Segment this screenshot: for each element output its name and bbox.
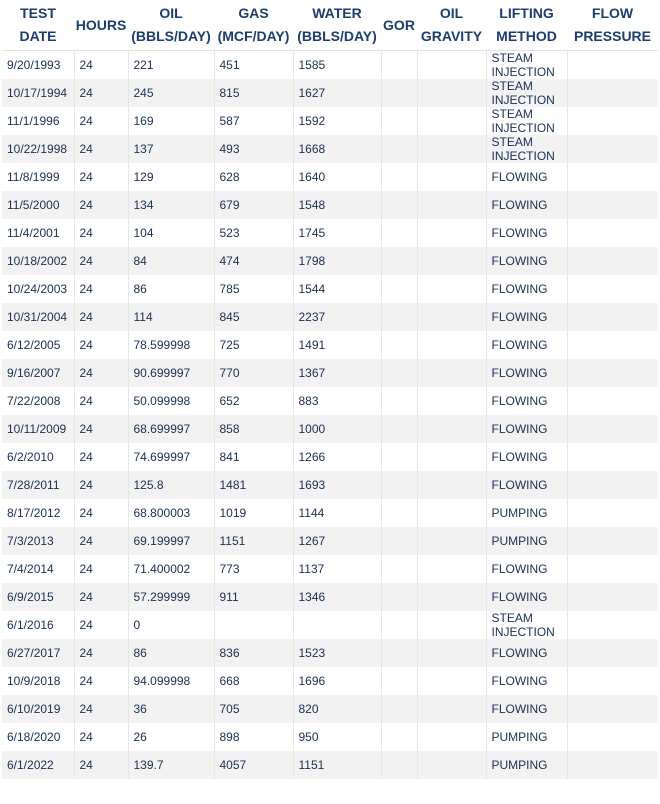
- cell-date: 10/22/1998: [2, 135, 74, 163]
- cell-method: FLOWING: [486, 275, 567, 303]
- cell-oil: 94.099998: [128, 667, 214, 695]
- cell-pressure: [567, 555, 658, 583]
- cell-date: 10/24/2003: [2, 275, 74, 303]
- cell-gravity: [417, 163, 486, 191]
- cell-hours: 24: [74, 387, 128, 415]
- cell-method: PUMPING: [486, 499, 567, 527]
- cell-date: 10/18/2002: [2, 247, 74, 275]
- cell-pressure: [567, 527, 658, 555]
- cell-gravity: [417, 331, 486, 359]
- cell-gas: 836: [214, 639, 293, 667]
- cell-pressure: [567, 359, 658, 387]
- cell-hours: 24: [74, 135, 128, 163]
- cell-gor: [381, 79, 417, 107]
- cell-hours: 24: [74, 499, 128, 527]
- cell-hours: 24: [74, 639, 128, 667]
- table-row: [2, 163, 658, 191]
- cell-water: 1144: [293, 499, 381, 527]
- table-row: [2, 471, 658, 499]
- cell-pressure: [567, 191, 658, 219]
- cell-method: FLOWING: [486, 583, 567, 611]
- cell-pressure: [567, 611, 658, 639]
- cell-method: STEAM INJECTION: [486, 135, 567, 163]
- cell-date: 10/9/2018: [2, 667, 74, 695]
- cell-pressure: [567, 79, 658, 107]
- cell-hours: 24: [74, 611, 128, 639]
- cell-method: FLOWING: [486, 667, 567, 695]
- cell-gor: [381, 499, 417, 527]
- cell-pressure: [567, 499, 658, 527]
- cell-oil: 134: [128, 191, 214, 219]
- cell-water: 1668: [293, 135, 381, 163]
- cell-pressure: [567, 415, 658, 443]
- cell-oil: 69.199997: [128, 527, 214, 555]
- cell-water: 1346: [293, 583, 381, 611]
- cell-oil: 26: [128, 723, 214, 751]
- cell-hours: 24: [74, 331, 128, 359]
- cell-hours: 24: [74, 163, 128, 191]
- cell-water: 1491: [293, 331, 381, 359]
- cell-gas: 858: [214, 415, 293, 443]
- cell-oil: 125.8: [128, 471, 214, 499]
- cell-gas: 652: [214, 387, 293, 415]
- cell-gas: 1019: [214, 499, 293, 527]
- table-body: [2, 51, 658, 780]
- cell-gor: [381, 275, 417, 303]
- cell-oil: 169: [128, 107, 214, 135]
- cell-water: 883: [293, 387, 381, 415]
- cell-gas: 841: [214, 443, 293, 471]
- table-row: [2, 415, 658, 443]
- cell-water: 1544: [293, 275, 381, 303]
- cell-water: 1151: [293, 751, 381, 779]
- cell-method: FLOWING: [486, 219, 567, 247]
- cell-gor: [381, 387, 417, 415]
- cell-method: FLOWING: [486, 191, 567, 219]
- cell-oil: 137: [128, 135, 214, 163]
- table-row: [2, 611, 658, 639]
- header-oil: OIL (BBLS/DAY): [128, 0, 214, 51]
- cell-gravity: [417, 751, 486, 779]
- cell-water: 950: [293, 723, 381, 751]
- cell-method: FLOWING: [486, 443, 567, 471]
- cell-gor: [381, 443, 417, 471]
- cell-hours: 24: [74, 751, 128, 779]
- cell-oil: 57.299999: [128, 583, 214, 611]
- cell-date: 11/8/1999: [2, 163, 74, 191]
- cell-method: PUMPING: [486, 527, 567, 555]
- cell-water: 820: [293, 695, 381, 723]
- cell-gor: [381, 639, 417, 667]
- cell-pressure: [567, 471, 658, 499]
- cell-gravity: [417, 51, 486, 80]
- header-hours: HOURS: [74, 0, 128, 51]
- cell-hours: 24: [74, 527, 128, 555]
- cell-gravity: [417, 135, 486, 163]
- table-row: [2, 555, 658, 583]
- cell-date: 6/12/2005: [2, 331, 74, 359]
- header-gor: GOR: [381, 0, 417, 51]
- cell-hours: 24: [74, 695, 128, 723]
- cell-gas: 1151: [214, 527, 293, 555]
- cell-water: [293, 611, 381, 639]
- cell-water: 1548: [293, 191, 381, 219]
- cell-pressure: [567, 275, 658, 303]
- cell-hours: 24: [74, 191, 128, 219]
- cell-gravity: [417, 499, 486, 527]
- cell-gravity: [417, 695, 486, 723]
- cell-method: STEAM INJECTION: [486, 51, 567, 80]
- cell-method: PUMPING: [486, 751, 567, 779]
- cell-water: 1745: [293, 219, 381, 247]
- cell-gas: [214, 611, 293, 639]
- cell-pressure: [567, 695, 658, 723]
- cell-gravity: [417, 471, 486, 499]
- cell-oil: 74.699997: [128, 443, 214, 471]
- cell-gravity: [417, 639, 486, 667]
- cell-gor: [381, 527, 417, 555]
- cell-hours: 24: [74, 51, 128, 80]
- cell-gor: [381, 359, 417, 387]
- cell-gas: 845: [214, 303, 293, 331]
- table-row: [2, 723, 658, 751]
- cell-date: 11/1/1996: [2, 107, 74, 135]
- cell-gravity: [417, 219, 486, 247]
- table-row: [2, 639, 658, 667]
- cell-hours: 24: [74, 443, 128, 471]
- cell-gravity: [417, 275, 486, 303]
- cell-pressure: [567, 331, 658, 359]
- table-row: [2, 387, 658, 415]
- cell-gravity: [417, 303, 486, 331]
- cell-water: 1696: [293, 667, 381, 695]
- cell-hours: 24: [74, 667, 128, 695]
- cell-oil: 68.699997: [128, 415, 214, 443]
- table-row: [2, 191, 658, 219]
- cell-gor: [381, 135, 417, 163]
- cell-pressure: [567, 751, 658, 779]
- cell-gravity: [417, 443, 486, 471]
- cell-method: PUMPING: [486, 723, 567, 751]
- cell-gas: 705: [214, 695, 293, 723]
- cell-pressure: [567, 443, 658, 471]
- cell-oil: 221: [128, 51, 214, 80]
- cell-gas: 725: [214, 331, 293, 359]
- cell-method: FLOWING: [486, 415, 567, 443]
- cell-pressure: [567, 583, 658, 611]
- cell-method: FLOWING: [486, 639, 567, 667]
- cell-method: STEAM INJECTION: [486, 107, 567, 135]
- table-row: [2, 79, 658, 107]
- cell-water: 2237: [293, 303, 381, 331]
- cell-gas: 898: [214, 723, 293, 751]
- cell-gas: 679: [214, 191, 293, 219]
- cell-gas: 668: [214, 667, 293, 695]
- header-gas: GAS (MCF/DAY): [214, 0, 293, 51]
- cell-date: 9/20/1993: [2, 51, 74, 80]
- table-row: [2, 331, 658, 359]
- cell-gravity: [417, 79, 486, 107]
- cell-gas: 815: [214, 79, 293, 107]
- table-row: [2, 695, 658, 723]
- table-row: [2, 219, 658, 247]
- cell-gas: 628: [214, 163, 293, 191]
- cell-method: FLOWING: [486, 163, 567, 191]
- cell-gas: 493: [214, 135, 293, 163]
- cell-pressure: [567, 387, 658, 415]
- cell-gas: 911: [214, 583, 293, 611]
- cell-water: 1627: [293, 79, 381, 107]
- cell-hours: 24: [74, 583, 128, 611]
- cell-water: 1266: [293, 443, 381, 471]
- header-water: WATER (BBLS/DAY): [293, 0, 381, 51]
- table-row: [2, 51, 658, 80]
- cell-method: FLOWING: [486, 359, 567, 387]
- table-row: [2, 583, 658, 611]
- cell-date: 7/22/2008: [2, 387, 74, 415]
- cell-gor: [381, 51, 417, 80]
- cell-oil: 114: [128, 303, 214, 331]
- cell-date: 6/27/2017: [2, 639, 74, 667]
- cell-water: 1267: [293, 527, 381, 555]
- cell-pressure: [567, 303, 658, 331]
- cell-gravity: [417, 247, 486, 275]
- cell-pressure: [567, 247, 658, 275]
- table-row: [2, 107, 658, 135]
- cell-gravity: [417, 583, 486, 611]
- cell-hours: 24: [74, 107, 128, 135]
- table-row: [2, 499, 658, 527]
- cell-date: 10/31/2004: [2, 303, 74, 331]
- cell-method: STEAM INJECTION: [486, 611, 567, 639]
- cell-gravity: [417, 555, 486, 583]
- cell-date: 7/4/2014: [2, 555, 74, 583]
- cell-pressure: [567, 723, 658, 751]
- cell-gas: 785: [214, 275, 293, 303]
- cell-gravity: [417, 415, 486, 443]
- table-row: [2, 443, 658, 471]
- cell-gas: 451: [214, 51, 293, 80]
- cell-gor: [381, 751, 417, 779]
- table-row: [2, 135, 658, 163]
- cell-gor: [381, 667, 417, 695]
- cell-pressure: [567, 135, 658, 163]
- cell-oil: 139.7: [128, 751, 214, 779]
- cell-water: 1137: [293, 555, 381, 583]
- cell-method: FLOWING: [486, 387, 567, 415]
- cell-gor: [381, 583, 417, 611]
- cell-oil: 0: [128, 611, 214, 639]
- cell-hours: 24: [74, 79, 128, 107]
- cell-oil: 78.599998: [128, 331, 214, 359]
- cell-water: 1693: [293, 471, 381, 499]
- cell-hours: 24: [74, 275, 128, 303]
- cell-gas: 1481: [214, 471, 293, 499]
- cell-date: 6/1/2016: [2, 611, 74, 639]
- cell-method: FLOWING: [486, 695, 567, 723]
- cell-gravity: [417, 107, 486, 135]
- cell-gas: 770: [214, 359, 293, 387]
- cell-water: 1367: [293, 359, 381, 387]
- cell-date: 6/18/2020: [2, 723, 74, 751]
- cell-gravity: [417, 527, 486, 555]
- cell-gor: [381, 219, 417, 247]
- cell-water: 1000: [293, 415, 381, 443]
- cell-pressure: [567, 51, 658, 80]
- cell-date: 6/1/2022: [2, 751, 74, 779]
- cell-method: FLOWING: [486, 303, 567, 331]
- cell-gas: 4057: [214, 751, 293, 779]
- cell-date: 6/10/2019: [2, 695, 74, 723]
- cell-date: 11/4/2001: [2, 219, 74, 247]
- cell-gor: [381, 303, 417, 331]
- cell-water: 1640: [293, 163, 381, 191]
- cell-oil: 68.800003: [128, 499, 214, 527]
- table-row: [2, 667, 658, 695]
- cell-gor: [381, 107, 417, 135]
- cell-pressure: [567, 163, 658, 191]
- cell-gravity: [417, 387, 486, 415]
- header-test-date: TEST DATE: [2, 0, 74, 51]
- cell-pressure: [567, 219, 658, 247]
- cell-pressure: [567, 667, 658, 695]
- cell-gravity: [417, 723, 486, 751]
- cell-date: 10/17/1994: [2, 79, 74, 107]
- cell-gas: 587: [214, 107, 293, 135]
- header-lifting-method: LIFTING METHOD: [486, 0, 567, 51]
- cell-method: FLOWING: [486, 555, 567, 583]
- cell-gravity: [417, 359, 486, 387]
- header-row: [2, 0, 658, 51]
- cell-date: 11/5/2000: [2, 191, 74, 219]
- cell-gor: [381, 723, 417, 751]
- cell-hours: 24: [74, 303, 128, 331]
- cell-hours: 24: [74, 359, 128, 387]
- cell-hours: 24: [74, 471, 128, 499]
- cell-water: 1592: [293, 107, 381, 135]
- cell-gor: [381, 555, 417, 583]
- cell-hours: 24: [74, 219, 128, 247]
- cell-oil: 104: [128, 219, 214, 247]
- cell-method: STEAM INJECTION: [486, 79, 567, 107]
- cell-method: FLOWING: [486, 331, 567, 359]
- cell-gor: [381, 191, 417, 219]
- cell-oil: 50.099998: [128, 387, 214, 415]
- cell-water: 1798: [293, 247, 381, 275]
- table-row: [2, 275, 658, 303]
- cell-gor: [381, 471, 417, 499]
- well-test-table: [2, 0, 658, 779]
- table-row: [2, 247, 658, 275]
- cell-gor: [381, 695, 417, 723]
- header-flow-pressure: FLOW PRESSURE: [567, 0, 658, 51]
- cell-oil: 129: [128, 163, 214, 191]
- table-row: [2, 527, 658, 555]
- cell-date: 10/11/2009: [2, 415, 74, 443]
- header-oil-gravity: OIL GRAVITY: [417, 0, 486, 51]
- cell-oil: 90.699997: [128, 359, 214, 387]
- cell-date: 8/17/2012: [2, 499, 74, 527]
- cell-oil: 86: [128, 275, 214, 303]
- cell-hours: 24: [74, 555, 128, 583]
- cell-gas: 773: [214, 555, 293, 583]
- cell-water: 1585: [293, 51, 381, 80]
- cell-gor: [381, 415, 417, 443]
- cell-gor: [381, 611, 417, 639]
- cell-gas: 523: [214, 219, 293, 247]
- cell-gor: [381, 163, 417, 191]
- cell-water: 1523: [293, 639, 381, 667]
- cell-date: 6/9/2015: [2, 583, 74, 611]
- cell-method: FLOWING: [486, 471, 567, 499]
- table-row: [2, 303, 658, 331]
- cell-gas: 474: [214, 247, 293, 275]
- cell-gor: [381, 247, 417, 275]
- cell-oil: 86: [128, 639, 214, 667]
- cell-oil: 71.400002: [128, 555, 214, 583]
- cell-hours: 24: [74, 415, 128, 443]
- cell-oil: 245: [128, 79, 214, 107]
- cell-pressure: [567, 639, 658, 667]
- cell-oil: 84: [128, 247, 214, 275]
- cell-hours: 24: [74, 247, 128, 275]
- table-row: [2, 359, 658, 387]
- cell-gravity: [417, 611, 486, 639]
- cell-date: 9/16/2007: [2, 359, 74, 387]
- cell-method: FLOWING: [486, 247, 567, 275]
- cell-date: 7/28/2011: [2, 471, 74, 499]
- cell-oil: 36: [128, 695, 214, 723]
- cell-gravity: [417, 191, 486, 219]
- cell-gor: [381, 331, 417, 359]
- cell-date: 7/3/2013: [2, 527, 74, 555]
- cell-pressure: [567, 107, 658, 135]
- cell-date: 6/2/2010: [2, 443, 74, 471]
- cell-gravity: [417, 667, 486, 695]
- cell-hours: 24: [74, 723, 128, 751]
- table-row: [2, 751, 658, 779]
